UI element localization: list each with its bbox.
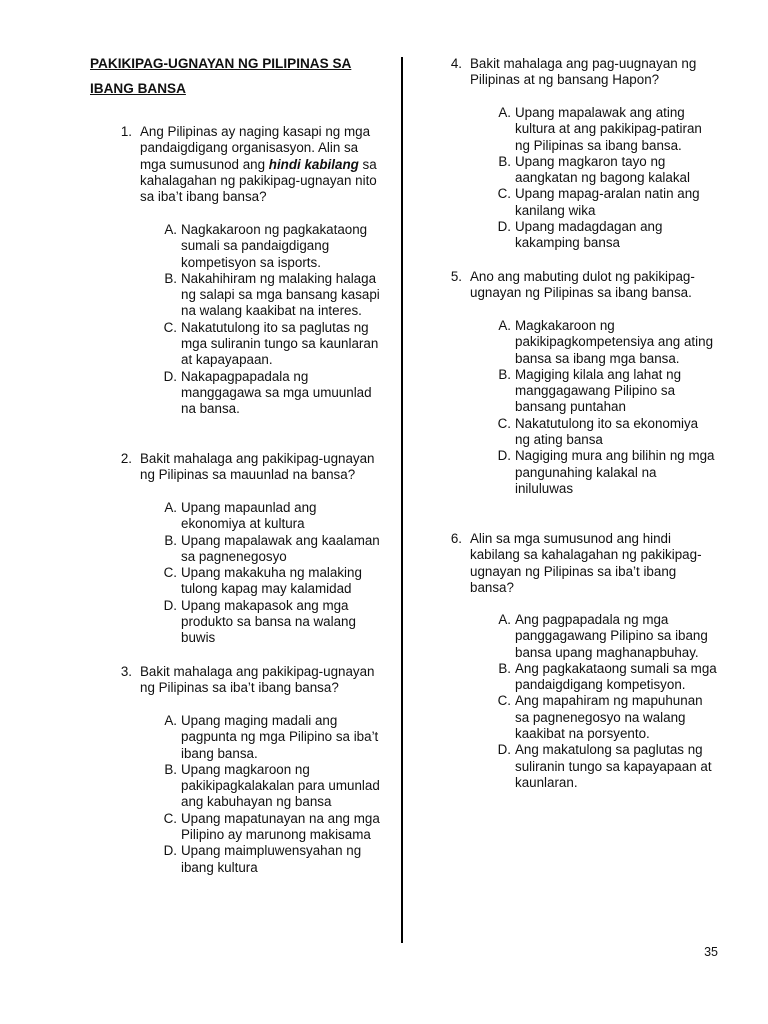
question-text: Bakit mahalaga ang pakikipag-ugnayan ng Pilipinas sa mauunlad na bansa? [140,451,375,483]
options-list [497,612,720,791]
page-title [90,56,390,97]
title-line-2: IBANG BANSA [90,81,186,96]
question-number: 2. [120,451,132,466]
option-a: A. Ang pagpapadala ng mga panggagawang Pilipino sa ibang bansa upang maghanapbuhay. [498,612,708,660]
option-b: B. Upang magkaroon ng pakikipagkalakalan para umunlad ang kabuhayan ng bansa [164,761,380,810]
option-b: B. Upang magkaron tayo ng aangkatan ng bagong kalakal [498,153,690,186]
option-b: B. Nakahihiram ng malaking halaga ng salapi sa mga bansang kasapi na walang kaakibat na interes. [164,270,380,319]
option-b: B. Ang pagkakataong sumali sa mga pandaigdigang kompetisyon. [498,660,717,693]
option-d: D. Upang maimpluwensyahan ng ibang kultura [163,843,362,875]
option-c: C. Nakatutulong ito sa paglutas ng mga suliranin tungo sa kaunlaran at kapayapaan. [163,319,379,368]
option-a: A. Upang mapaunlad ang ekonomiya at kultura [164,500,317,532]
option-a: A. Magkakaroon ng pakikipagkompetensiya ang ating bansa sa ibang mga bansa. [498,318,714,366]
question-number: 6. [450,531,462,546]
option-c: C. Ang mapahiram ng mapuhunan sa pagnenegosyo na walang kaakibat na porsyento. [497,693,703,742]
option-d: D. Nakapagpapadala ng manggagawa sa mga umuunlad na bansa. [163,368,372,417]
option-b: B. Upang mapalawak ang kaalaman sa pagnenegosyo [164,532,380,564]
option-d: D. Nagiging mura ang bilihin ng mga pangunahing kalakal na iniluluwas [497,448,715,496]
question-text: Bakit mahalaga ang pakikipag-ugnayan ng Pilipinas sa iba’t ibang bansa? [140,664,375,696]
option-a: A. Upang maging madali ang pagpunta ng mga Pilipino sa iba’t ibang bansa. [164,713,379,761]
option-d: D. Upang madagdagan ang kakamping bansa [497,219,663,251]
option-d: D. Upang makapasok ang mga produkto sa bansa na walang buwis [163,597,356,646]
column-divider [401,57,403,943]
option-c: C. Upang makakuha ng malaking tulong kapag may kalamidad [163,565,362,597]
option-d: D. Ang makatulong sa paglutas ng suliranin tungo sa kapayapaan at kaunlaran. [497,742,712,790]
options-list [497,318,715,497]
options-list [163,222,381,418]
question-emphasis: hindi kabilang [268,156,359,172]
title-line-1: PAKIKIPAG-UGNAYAN NG PILIPINAS SA [90,56,352,71]
question-number: 1. [120,124,132,139]
question-text: Bakit mahalaga ang pag-uugnayan ng Pilipinas at ng bansang Hapon? [470,56,697,88]
options-list [163,713,381,876]
question-text: Ang Pilipinas ay naging kasapi ng mga pandaigdigang organisasyon. Alin sa mga sumusunod ang hindi kabilang sa kahalagahan ng pakikipag-ugnayan nito sa iba’t ibang bansa? [140,124,377,205]
option-b: B. Magiging kilala ang lahat ng manggagawang Pilipino sa bansang puntahan [498,366,682,415]
option-c: C. Upang mapatunayan na ang mga Pilipino ay marunong makisama [163,810,380,843]
question-text: Ano ang mabuting dulot ng pakikipag-ugnayan ng Pilipinas sa ibang bansa. [470,269,695,301]
page-number: 35 [704,945,718,959]
question-number: 5. [450,269,462,284]
options-list [497,105,720,252]
option-c: C. Nakatutulong ito sa ekonomiya ng ating bansa [497,415,699,448]
options-list [163,500,381,647]
question-text: Alin sa mga sumusunod ang hindi kabilang sa kahalagahan ng pakikipag-ugnayan ng Pilipinas sa iba’t ibang bansa? [470,531,702,595]
option-a: A. Nagkakaroon ng pagkakataong sumali sa pandaigdigang kompetisyon sa isports. [164,222,368,270]
option-c: C. Upang mapag-aralan natin ang kanilang wika [497,186,700,218]
option-a: A. Upang mapalawak ang ating kultura at ang pakikipag-patiran ng Pilipinas sa ibang bansa. [498,105,702,153]
question-number: 3. [120,664,132,679]
question-number: 4. [450,56,462,71]
